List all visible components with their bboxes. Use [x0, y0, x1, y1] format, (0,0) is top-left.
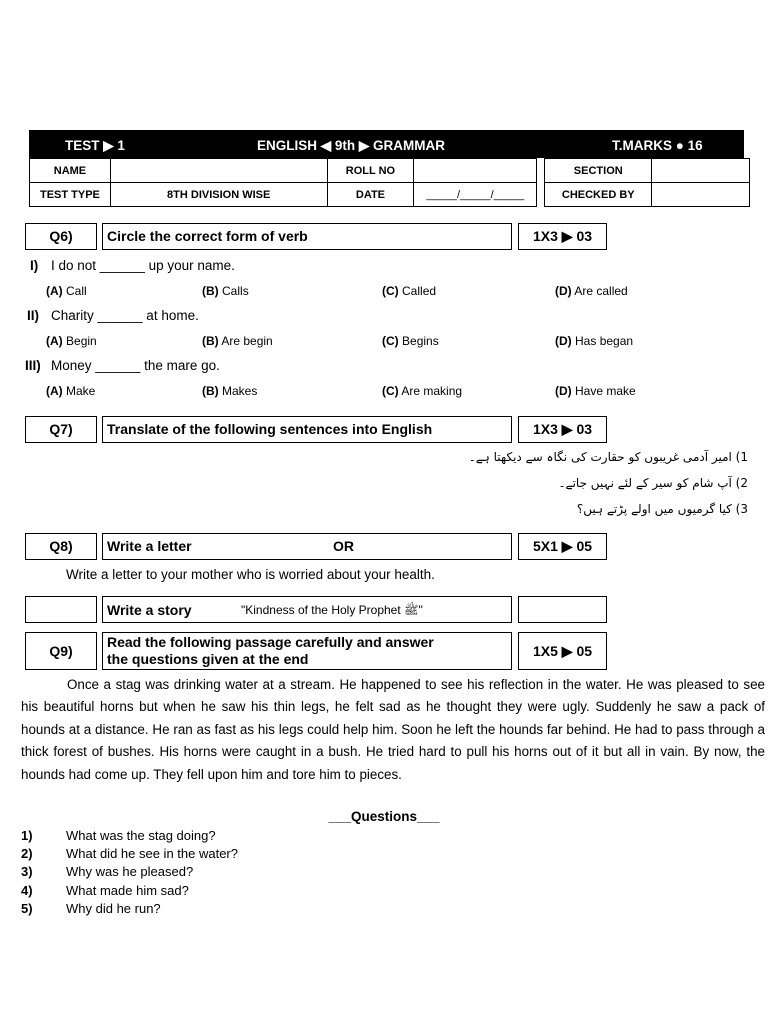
q8-or: OR: [333, 538, 354, 554]
q8-title: Write a letter: [107, 538, 192, 554]
q6-item-2-text: Charity ______ at home.: [51, 308, 199, 323]
total-marks: T.MARKS ● 16: [612, 138, 703, 153]
q6-item-3-option-b[interactable]: (B) Makes: [202, 384, 258, 398]
q9-passage: Once a stag was drinking water at a stream. He happened to see his reflection in the water. He was pleased to see his beautiful horns but when he saw his thin legs, he felt sad as he thought they were ugly. Suddenly he saw a pack of hounds at a distance. He ran as fast as his legs could help him. Soon he left the hounds far behind. He had to pass through a thick forest of bushes. His horns were caught in a bush. He tried hard to pull his horns out of it but all in vain. By now, the hounds had come up. They fell upon him and tore him to pieces.: [21, 677, 765, 782]
q6-item-3-option-d[interactable]: (D) Have make: [555, 384, 636, 398]
test-type-label: TEST TYPE: [30, 183, 111, 207]
q8-story-label: Write a story: [107, 602, 192, 618]
q9-question-5-number: 5): [21, 901, 33, 916]
test-type-value: 8TH DIVISION WISE: [110, 183, 327, 207]
q9-question-1-text: What was the stag doing?: [66, 828, 216, 843]
q8-story-title: "Kindness of the Holy Prophet ﷺ": [241, 603, 423, 617]
q6-item-3-text: Money ______ the mare go.: [51, 358, 220, 373]
q9-question-4-number: 4): [21, 883, 33, 898]
q7-sentence-1: 1) امیر آدمی غریبوں کو حقارت کی نگاہ سے دیکھتا ہے۔: [468, 450, 748, 464]
q9-question-5-text: Why did he run?: [66, 901, 161, 916]
subject-title: ENGLISH ◀ 9th ▶ GRAMMAR: [257, 138, 446, 153]
q6-item-3-number: III): [25, 358, 41, 373]
q9-title-line-1: Read the following passage carefully and answer: [107, 634, 434, 650]
q6-item-2-option-b[interactable]: (B) Are begin: [202, 334, 273, 348]
checked-by-label: CHECKED BY: [545, 183, 652, 207]
q9-question-2-number: 2): [21, 846, 33, 861]
q8-letter-prompt: Write a letter to your mother who is worried about your health.: [66, 567, 435, 582]
student-info-table: [29, 158, 750, 207]
q6-number: Q6): [25, 223, 97, 250]
q8-marks: 5X1 ▶ 05: [518, 533, 607, 560]
q6-item-2-number: II): [27, 308, 39, 323]
roll-no-field[interactable]: [414, 159, 537, 183]
q6-item-1-text: I do not ______ up your name.: [51, 258, 235, 273]
section-label: SECTION: [545, 159, 652, 183]
q8-story-number-box: [25, 596, 97, 623]
q6-item-2-option-a[interactable]: (A) Begin: [46, 334, 97, 348]
q8-story-box: [102, 596, 512, 623]
q9-title-box: [102, 632, 512, 670]
q6-item-1-option-a[interactable]: (A) Call: [46, 284, 87, 298]
q7-sentence-3: 3) کیا گرمیوں میں اولے پڑتے ہیں؟: [576, 502, 748, 516]
test-header-bar: [29, 130, 744, 158]
q9-title-line-2: the questions given at the end: [107, 651, 309, 667]
q6-item-3-option-c[interactable]: (C) Are making: [382, 384, 463, 398]
date-label: DATE: [327, 183, 414, 207]
q6-item-3-option-a[interactable]: (A) Make: [46, 384, 96, 398]
q9-marks: 1X5 ▶ 05: [518, 632, 607, 670]
q9-question-1-number: 1): [21, 828, 33, 843]
q9-question-3-number: 3): [21, 864, 33, 879]
q6-item-2-option-d[interactable]: (D) Has began: [555, 334, 634, 348]
section-field[interactable]: [652, 159, 750, 183]
q7-sentence-2: 2) آپ شام کو سیر کے لئے نہیں جاتے۔: [558, 476, 748, 490]
q6-item-1-number: I): [30, 258, 39, 273]
q7-number: Q7): [25, 416, 97, 443]
q6-item-2-option-c[interactable]: (C) Begins: [382, 334, 439, 348]
q6-marks: 1X3 ▶ 03: [518, 223, 607, 250]
q6-item-1-option-c[interactable]: (C) Called: [382, 284, 437, 298]
questions-heading: ___Questions___: [328, 809, 440, 824]
q8-title-box: [102, 533, 512, 560]
q9-number: Q9): [25, 632, 97, 670]
q9-question-4-text: What made him sad?: [66, 883, 189, 898]
q7-marks: 1X3 ▶ 03: [518, 416, 607, 443]
q8-number: Q8): [25, 533, 97, 560]
q9-question-2-text: What did he see in the water?: [66, 846, 238, 861]
name-label: NAME: [30, 159, 111, 183]
q9-question-3-text: Why was he pleased?: [66, 864, 194, 879]
date-field[interactable]: _____/_____/_____: [414, 183, 537, 207]
name-field[interactable]: [110, 159, 327, 183]
q6-title: Circle the correct form of verb: [102, 223, 512, 250]
test-number: TEST ▶ 1: [65, 138, 125, 153]
checked-by-field[interactable]: [652, 183, 750, 207]
q6-item-1-option-d[interactable]: (D) Are called: [555, 284, 628, 298]
roll-no-label: ROLL NO: [327, 159, 414, 183]
q6-item-1-option-b[interactable]: (B) Calls: [202, 284, 249, 298]
q8-story-marks-box: [518, 596, 607, 623]
q7-title: Translate of the following sentences into English: [102, 416, 512, 443]
